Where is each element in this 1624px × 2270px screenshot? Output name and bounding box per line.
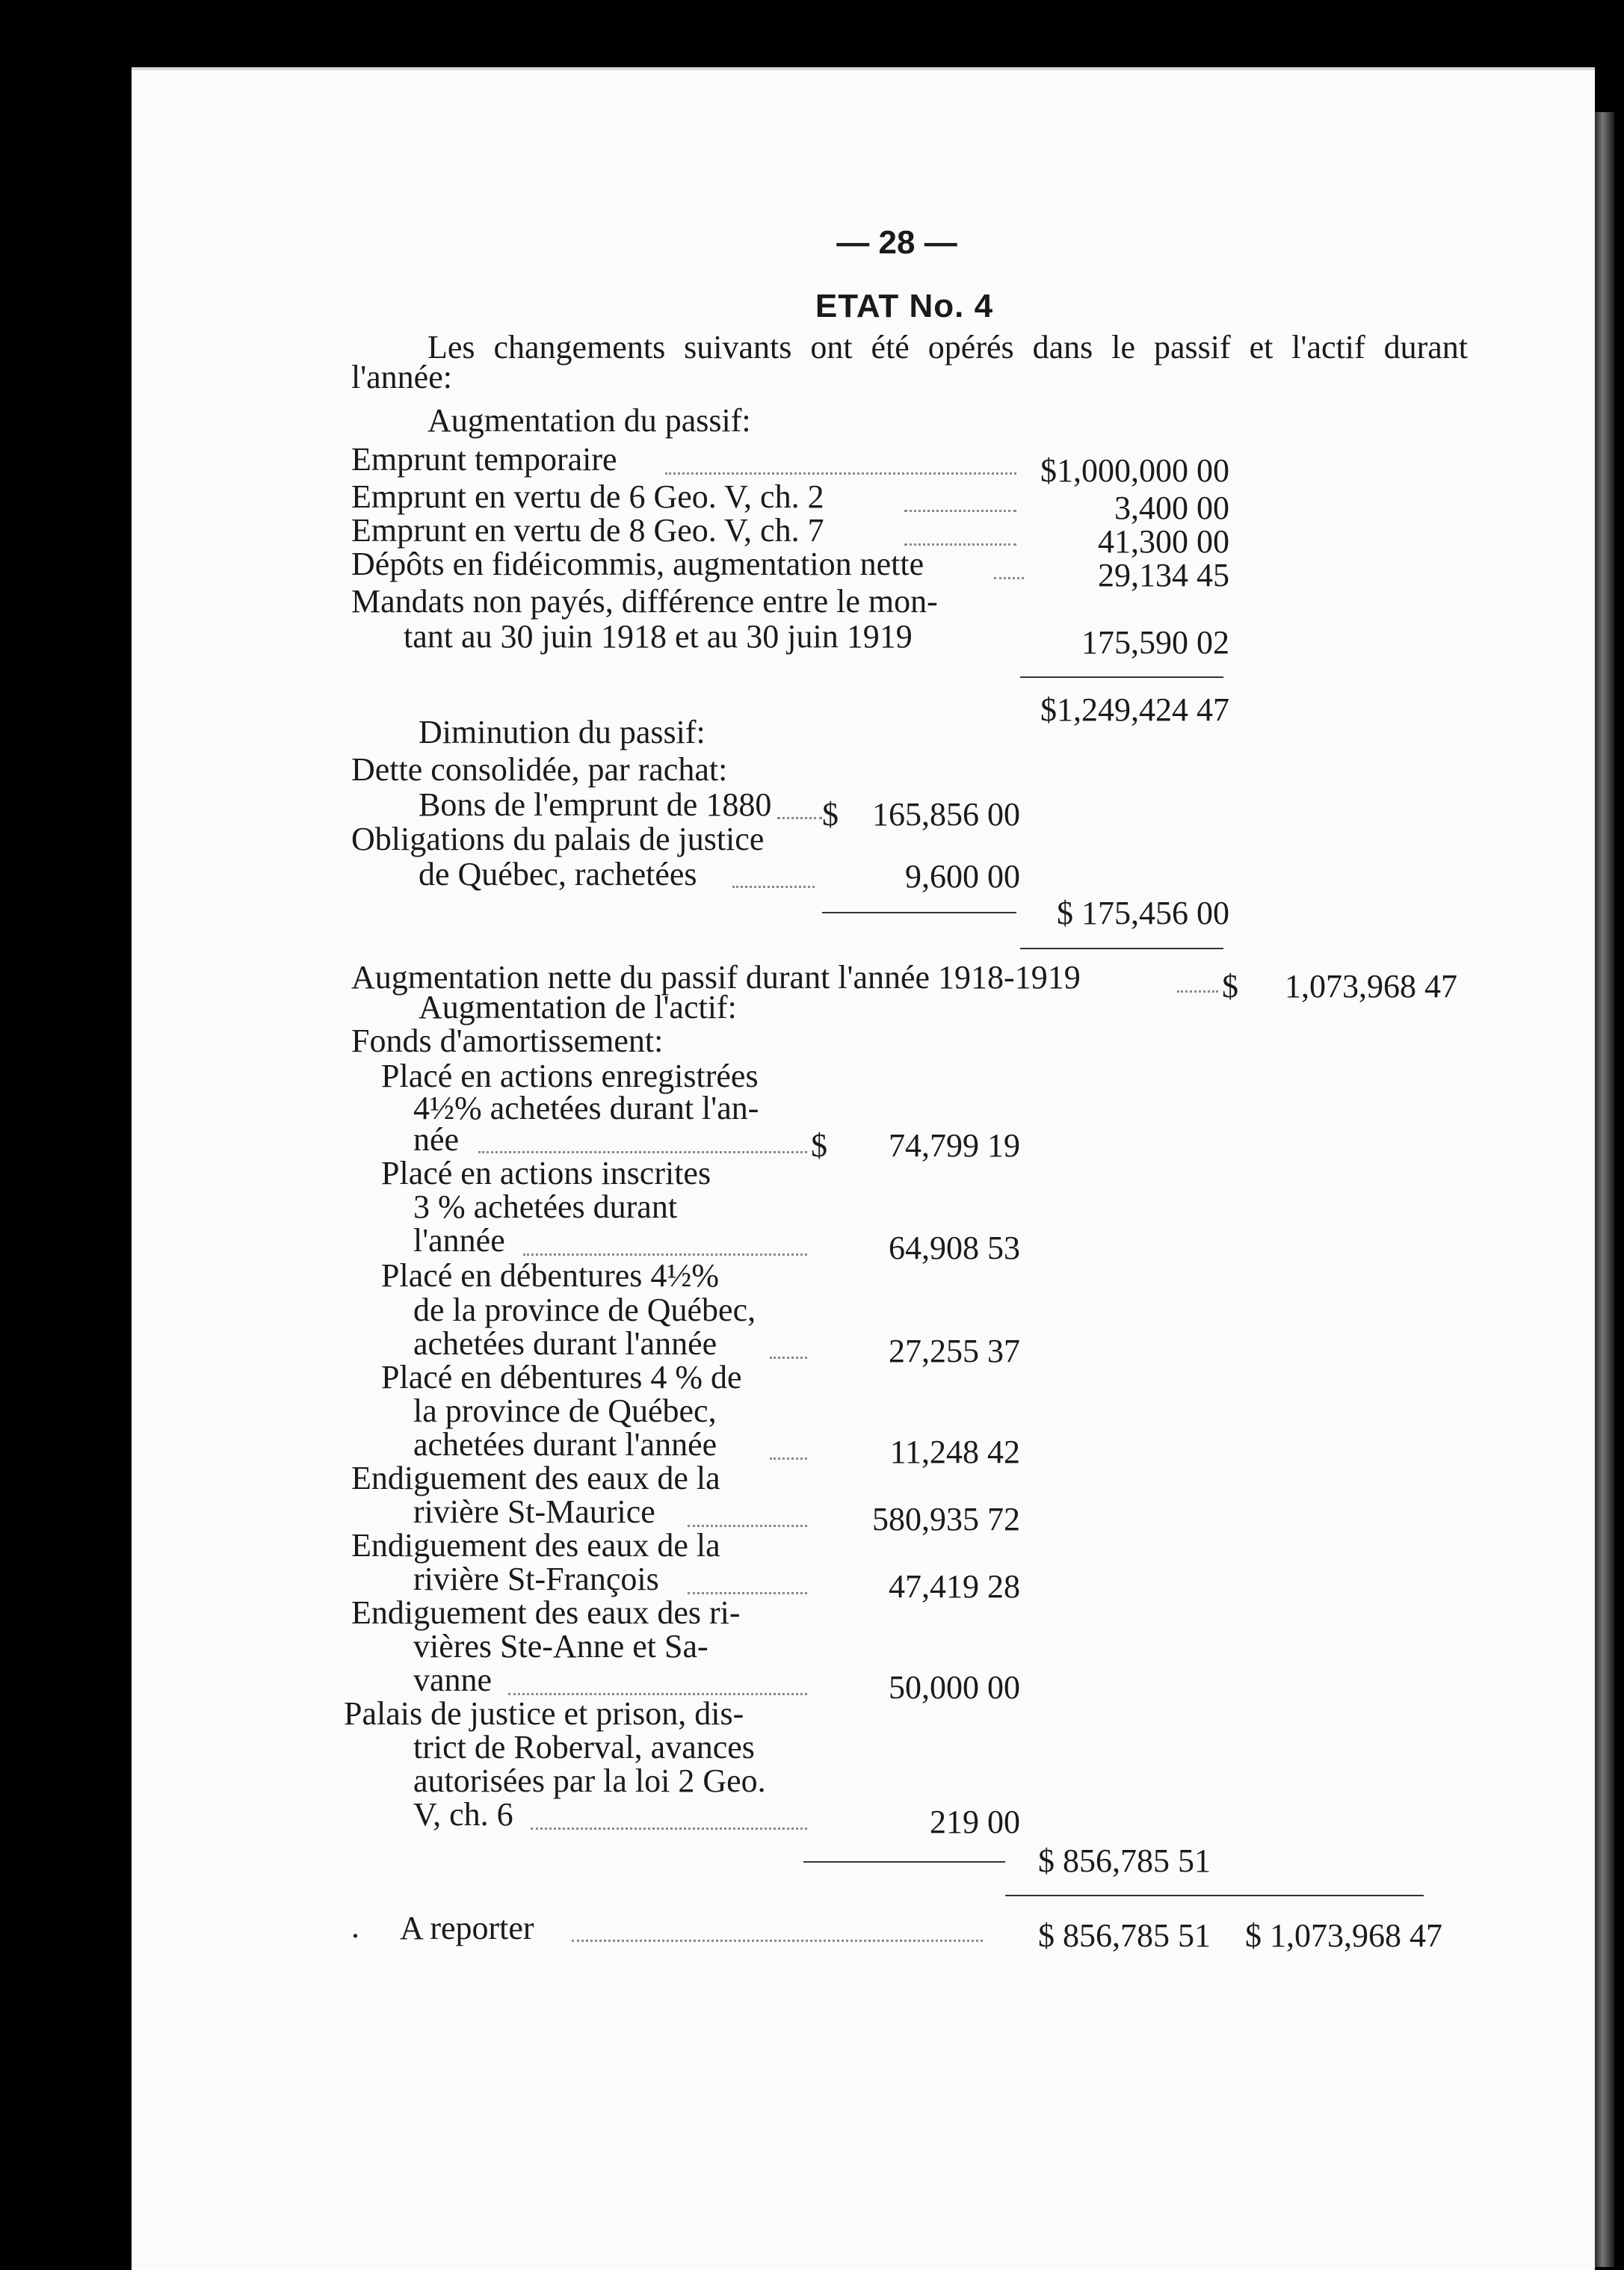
carry-label: A reporter	[400, 1910, 534, 1946]
dot-leader	[523, 1253, 807, 1256]
dot-leader	[904, 510, 1016, 512]
liab-decrease-heading: Diminution du passif:	[419, 714, 706, 750]
asset-item-amount: 219 00	[930, 1804, 1020, 1840]
asset-item-amount: 11,248 42	[889, 1434, 1020, 1470]
dot-leader	[572, 1940, 983, 1942]
dot-leader	[665, 472, 1016, 475]
liab-item-label: Emprunt en vertu de 8 Geo. V, ch. 7	[351, 512, 824, 549]
carry-col2: $ 1,073,968 47	[1245, 1917, 1442, 1954]
asset-increase-total: $ 856,785 51	[1038, 1842, 1211, 1879]
asset-item-line: Placé en débentures 4½%	[381, 1257, 720, 1294]
intro-line-2: l'année:	[351, 359, 452, 395]
asset-item-line: Placé en débentures 4 % de	[381, 1359, 742, 1395]
subtotal-rule	[1020, 948, 1223, 949]
liab-item-label: Emprunt temporaire	[351, 441, 617, 478]
subtotal-rule	[1020, 676, 1223, 678]
asset-item-line: 3 % achetées durant	[413, 1188, 678, 1225]
dot-leader	[478, 1151, 807, 1153]
asset-item-line: la province de Québec,	[413, 1392, 717, 1429]
mandats-line-2: tant au 30 juin 1918 et au 30 juin 1919	[404, 618, 913, 655]
page-title: ETAT No. 4	[815, 288, 994, 324]
asset-item-line: Placé en actions enregistrées	[381, 1058, 759, 1094]
asset-item-amount: 50,000 00	[889, 1669, 1020, 1706]
asset-item-line: rivière St-François	[413, 1561, 659, 1597]
asset-item-amount: 64,908 53	[889, 1230, 1020, 1266]
bons-amount: 165,856 00	[872, 796, 1020, 833]
liab-item-label: Dépôts en fidéicommis, augmentation nette	[351, 546, 924, 582]
asset-item-line: Endiguement des eaux de la	[351, 1527, 720, 1564]
liab-item-amount: 3,400 00	[1114, 490, 1229, 526]
carry-col1: $ 856,785 51	[1038, 1917, 1211, 1954]
net-dollar: $	[1222, 968, 1238, 1005]
mandats-amount: 175,590 02	[1081, 624, 1229, 661]
asset-item-line: vanne	[413, 1662, 493, 1698]
liab-item-amount: 41,300 00	[1098, 523, 1229, 560]
asset-item-line: achetées durant l'année	[413, 1325, 717, 1362]
asset-item-amount: 47,419 28	[889, 1568, 1020, 1605]
dot-leader	[732, 886, 815, 888]
asset-item-line: née	[413, 1121, 460, 1158]
liab-decrease-total: $ 175,456 00	[1057, 895, 1229, 931]
asset-item-line: de la province de Québec,	[413, 1292, 756, 1328]
page-number: — 28 —	[836, 224, 957, 261]
oblig-line-1: Obligations du palais de justice	[351, 821, 765, 857]
asset-item-amount: 580,935 72	[872, 1501, 1020, 1538]
asset-item-line: l'année	[413, 1222, 505, 1259]
dot-leader	[777, 817, 822, 819]
asset-item-line: autorisées par la loi 2 Geo.	[413, 1762, 766, 1799]
intro-line-1: Les changements suivants ont été opérés dans le passif et l'actif durant	[427, 329, 1468, 366]
asset-item-line: vières Ste-Anne et Sa-	[413, 1628, 708, 1665]
asset-increase-sub: Fonds d'amortissement:	[351, 1023, 664, 1059]
bons-label: Bons de l'emprunt de 1880	[419, 786, 772, 823]
subtotal-rule	[822, 912, 1016, 913]
mandats-line-1: Mandats non payés, différence entre le mon-	[351, 583, 938, 620]
liab-item-amount: 29,134 45	[1098, 557, 1229, 593]
liab-item-label: Emprunt en vertu de 6 Geo. V, ch. 2	[351, 478, 824, 515]
asset-item-amount: 74,799 19	[889, 1127, 1020, 1164]
dot-leader	[1177, 990, 1218, 993]
dot-leader	[531, 1828, 807, 1830]
asset-item-line: 4½% achetées durant l'an-	[413, 1090, 759, 1126]
dot-leader	[770, 1458, 807, 1460]
asset-item-line: trict de Roberval, avances	[413, 1729, 755, 1765]
asset-item-line: rivière St-Maurice	[413, 1493, 655, 1530]
asset-item-line: achetées durant l'année	[413, 1426, 717, 1463]
liab-increase-total: $1,249,424 47	[1040, 691, 1229, 728]
asset-item-line: Palais de justice et prison, dis-	[344, 1695, 744, 1732]
asset-item-line: Endiguement des eaux des ri-	[351, 1594, 741, 1631]
liab-decrease-sub: Dette consolidée, par rachat:	[351, 751, 728, 788]
net-amount: 1,073,968 47	[1285, 968, 1457, 1005]
subtotal-rule	[1005, 1895, 1424, 1896]
asset-item-line: V, ch. 6	[413, 1796, 513, 1833]
bullet-dot: .	[351, 1908, 359, 1945]
asset-increase-heading: Augmentation de l'actif:	[419, 989, 737, 1025]
asset-item-line: Endiguement des eaux de la	[351, 1460, 720, 1496]
bons-dollar: $	[822, 796, 839, 833]
oblig-amount: 9,600 00	[905, 858, 1020, 895]
oblig-line-2: de Québec, rachetées	[419, 856, 697, 892]
asset-item-line: Placé en actions inscrites	[381, 1155, 711, 1191]
asset-item-amount: 27,255 37	[889, 1333, 1020, 1369]
liab-item-amount: $1,000,000 00	[1040, 452, 1229, 489]
dot-leader	[770, 1357, 807, 1359]
liab-increase-heading: Augmentation du passif:	[427, 402, 751, 439]
subtotal-rule	[803, 1861, 1005, 1863]
asset-item-dollar: $	[811, 1127, 827, 1164]
page-edge	[1595, 112, 1614, 2267]
net-label: Augmentation nette du passif durant l'année 1918-1919	[351, 959, 1081, 996]
